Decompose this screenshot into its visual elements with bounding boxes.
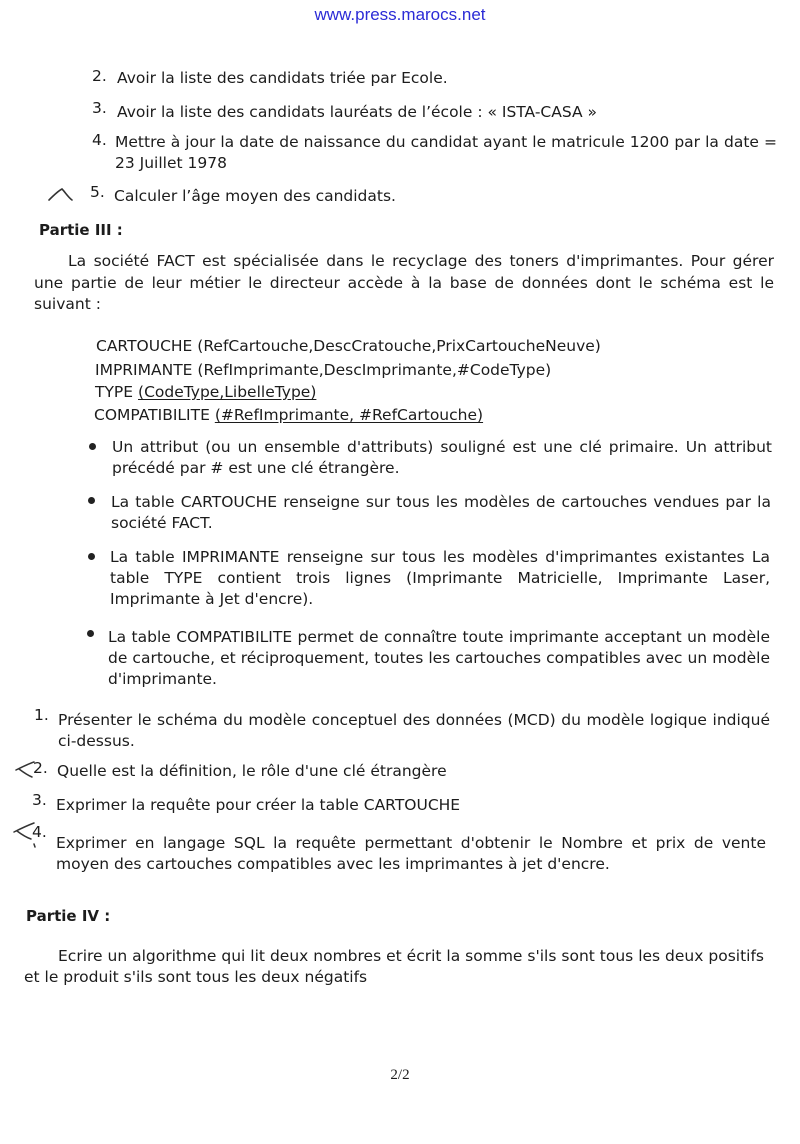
schema-table-name: TYPE — [95, 383, 134, 401]
item-number: 2. — [92, 67, 107, 85]
item-number: 3. — [92, 99, 107, 117]
list-item: Avoir la liste des candidats lauréats de l’école : « ISTA-CASA » — [117, 103, 597, 121]
question-number: 4. — [32, 823, 47, 841]
schema-attributes: (CodeType,LibelleType) — [138, 383, 317, 401]
schema-table-name: COMPATIBILITE — [94, 406, 210, 424]
item-number: 4. — [92, 131, 107, 149]
list-item: Calculer l’âge moyen des candidats. — [114, 187, 396, 205]
schema-table-name: CARTOUCHE — [96, 337, 193, 355]
bullet-icon — [89, 443, 96, 450]
bullet-text: La table IMPRIMANTE renseigne sur tous les modèles d'imprimantes existantes La table TYPE contient trois lignes (Imprimante Matricielle, Imprimante Laser, Imprimante à Jet d'encre). — [110, 548, 770, 608]
bullet-icon — [88, 497, 95, 504]
header-url-link[interactable]: www.press.marocs.net — [314, 5, 486, 24]
schema-line — [95, 382, 316, 403]
section-heading: Partie IV : — [26, 907, 111, 925]
question-number: 2. — [33, 759, 48, 777]
schema-attributes: (#RefImprimante, #RefCartouche) — [214, 406, 484, 424]
exercise-paragraph: Ecrire un algorithme qui lit deux nombres et écrit la somme s'ils sont tous les deux positifs et le produit s'ils sont tous les deux négatifs — [24, 947, 764, 986]
schema-table-name: IMPRIMANTE — [95, 361, 193, 379]
list-item: Mettre à jour la date de naissance du candidat ayant le matricule 1200 par la date = 23 Juillet 1978 — [115, 133, 777, 172]
question-text: Exprimer la requête pour créer la table CARTOUCHE — [56, 796, 461, 814]
question-text: Présenter le schéma du modèle conceptuel des données (MCD) du modèle logique indiqué ci-dessus. — [58, 711, 770, 750]
schema-line — [96, 336, 601, 357]
question-text: Exprimer en langage SQL la requête permettant d'obtenir le Nombre et prix de vente moyen des cartouches compatibles avec les imprimantes à jet d'encre. — [56, 834, 766, 873]
schema-line — [95, 360, 551, 381]
section-heading: Partie III : — [39, 221, 123, 239]
question-number: 3. — [32, 791, 47, 809]
question-number: 1. — [34, 706, 49, 724]
schema-attributes: (RefImprimante,DescImprimante,#CodeType) — [197, 361, 552, 379]
bullet-icon — [87, 630, 94, 637]
schema-attributes: (RefCartouche,DescCratouche,PrixCartoucheNeuve) — [197, 337, 601, 355]
bullet-text: La table COMPATIBILITE permet de connaître toute imprimante acceptant un modèle de cartouche, et réciproquement, toutes les cartouches compatibles avec un modèle d'imprimante. — [108, 628, 770, 688]
intro-paragraph: La société FACT est spécialisée dans le recyclage des toners d'imprimantes. Pour gérer une partie de leur métier le directeur accède à la base de données dont le schéma est le suivant : — [34, 252, 774, 313]
schema-line — [94, 405, 483, 426]
bullet-text: Un attribut (ou un ensemble d'attributs) souligné est une clé primaire. Un attribut précédé par # est une clé étrangère. — [112, 438, 772, 477]
bullet-text: La table CARTOUCHE renseigne sur tous les modèles de cartouches vendues par la société FACT. — [111, 493, 771, 532]
item-number: 5. — [90, 183, 105, 201]
bullet-icon — [88, 553, 95, 560]
checkmark-icon — [46, 186, 76, 206]
question-text: Quelle est la définition, le rôle d'une clé étrangère — [57, 762, 447, 780]
list-item: Avoir la liste des candidats triée par Ecole. — [117, 69, 448, 87]
page-number: 2/2 — [390, 1067, 410, 1083]
